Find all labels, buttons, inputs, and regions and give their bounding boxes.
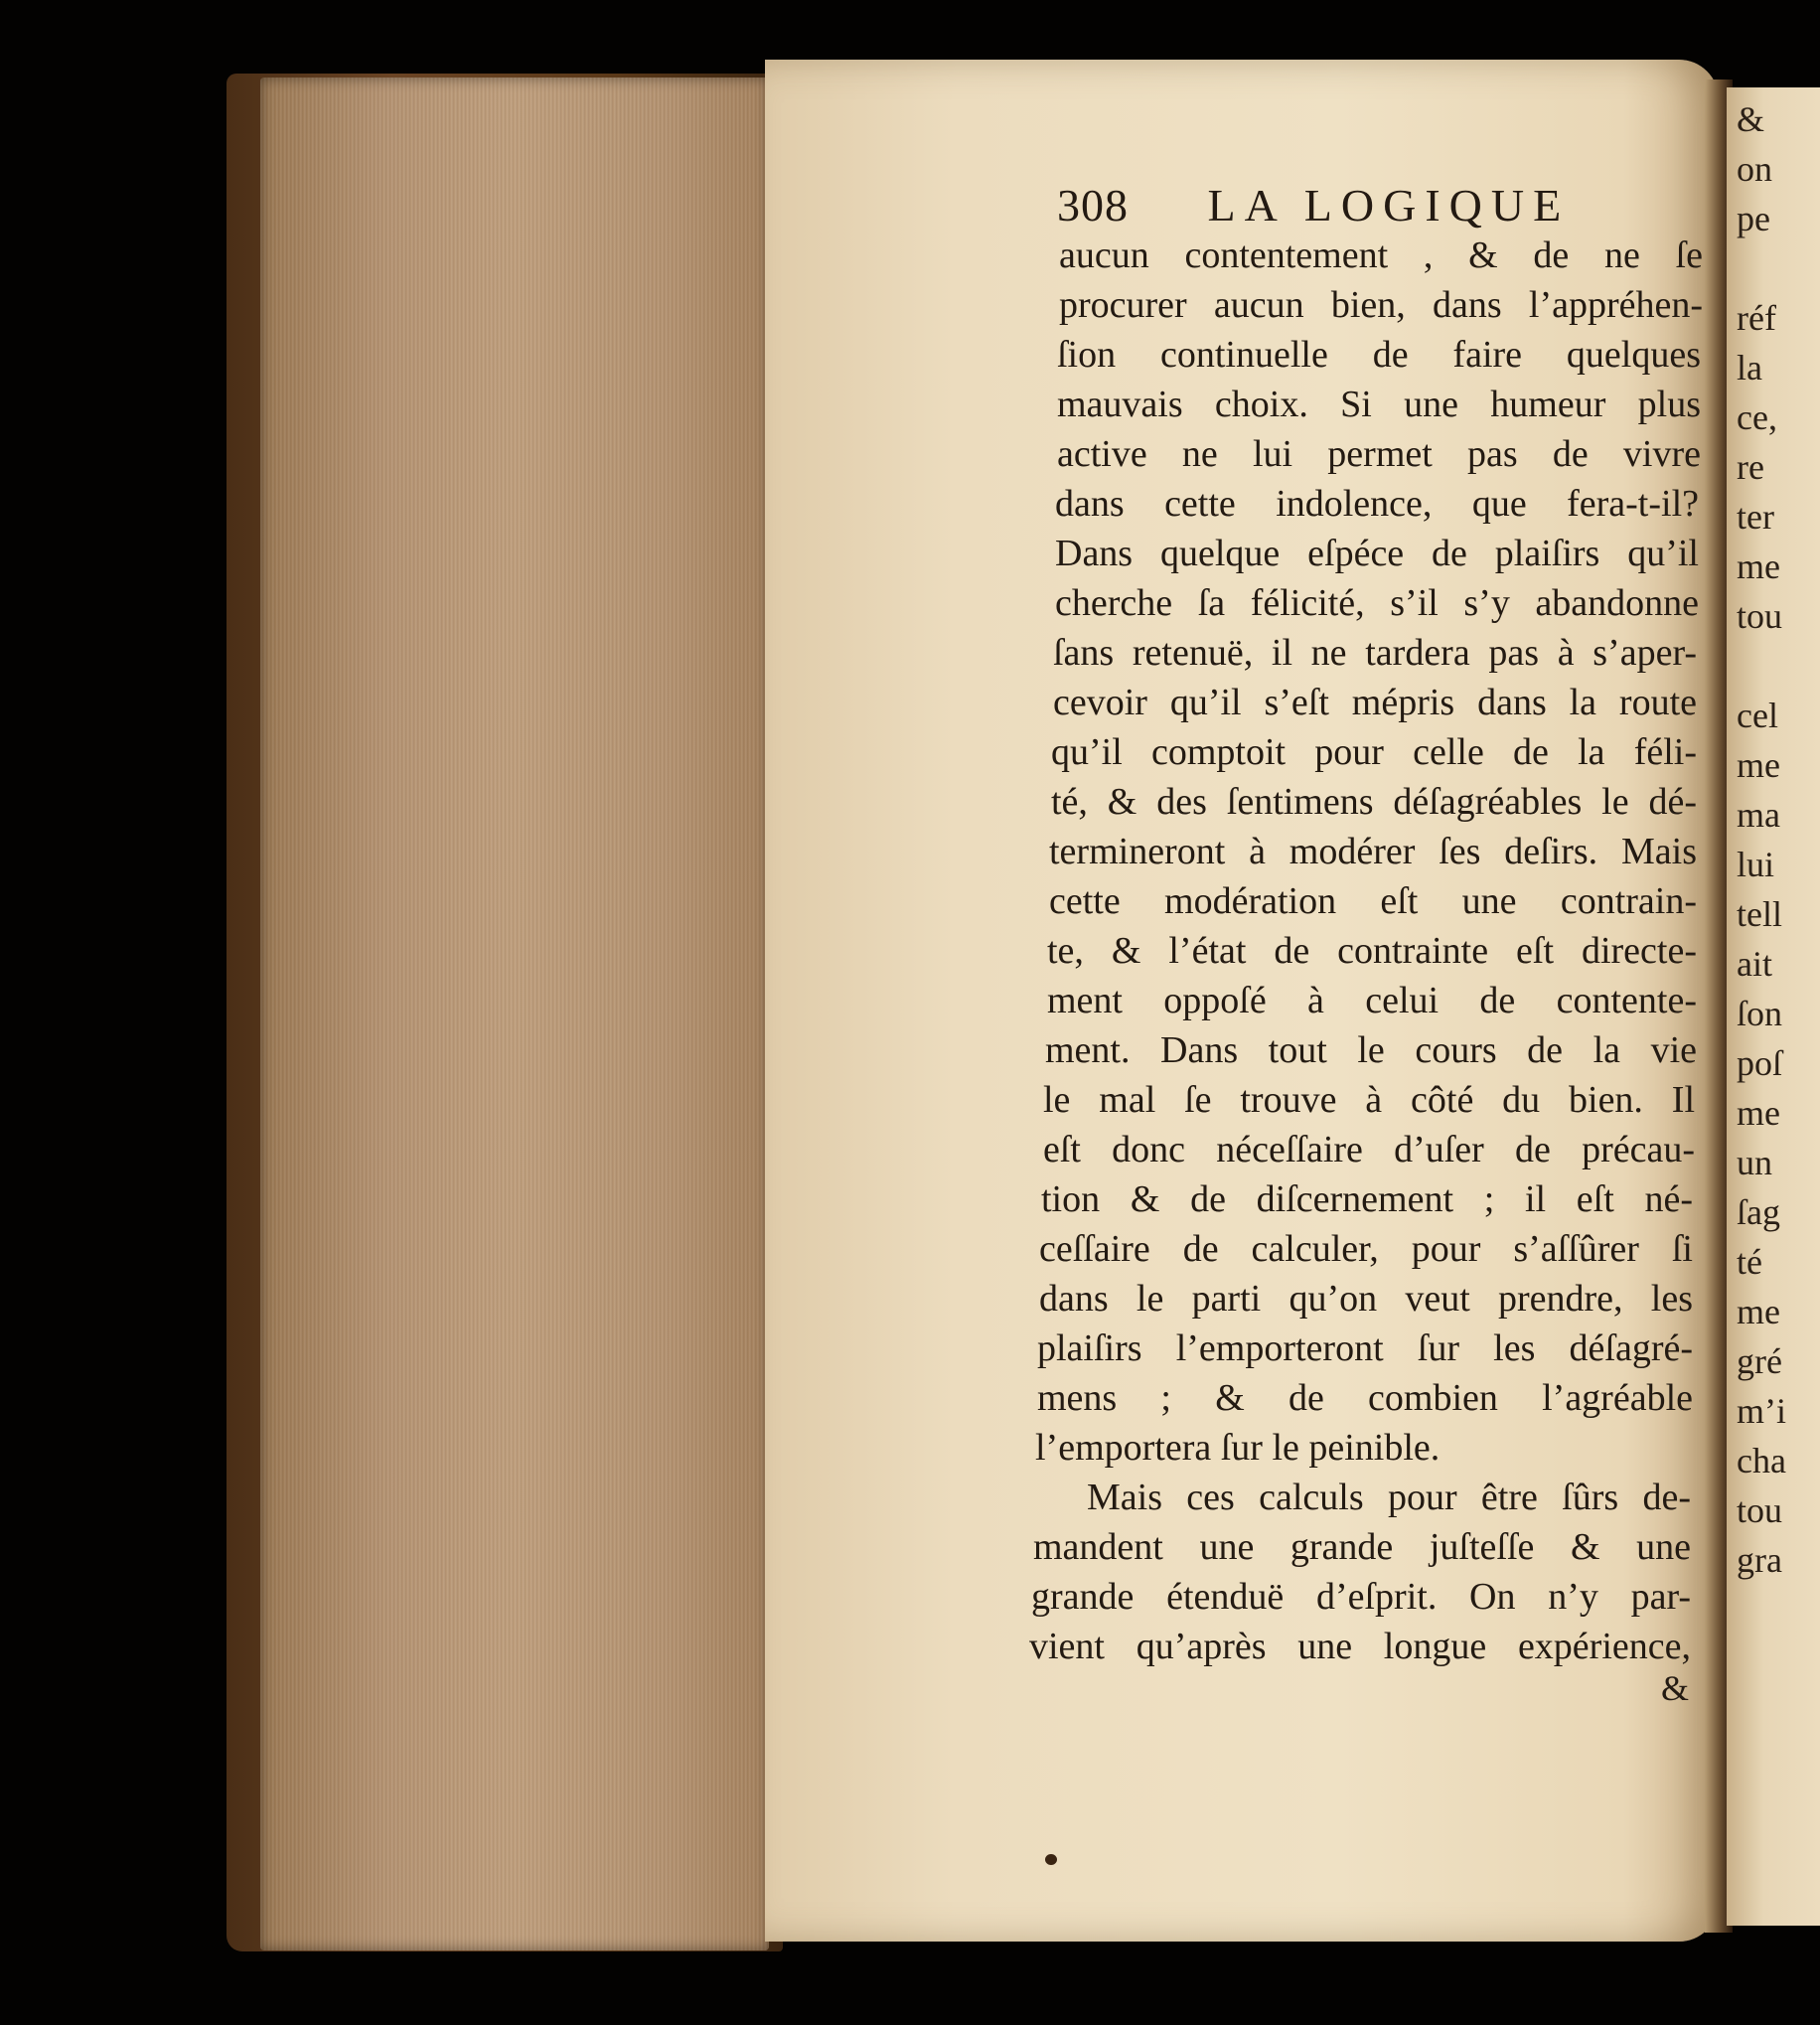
right-page-line: lui	[1737, 845, 1775, 884]
right-page-line: me	[1737, 1093, 1780, 1133]
text-line: té, & des ſentimens déſagréables le dé-	[1051, 781, 1697, 823]
text-line: dans cette indolence, que fera-t-il?	[1055, 483, 1699, 525]
text-line: mandent une grande juſteſſe & une	[1033, 1526, 1691, 1568]
text-line: l’emportera ſur le peinible.	[1035, 1427, 1441, 1469]
text-line: ment oppoſé à celui de contente-	[1047, 980, 1697, 1021]
right-page-line: me	[1737, 546, 1780, 586]
text-line: le mal ſe trouve à côté du bien. Il	[1043, 1079, 1695, 1121]
text-line-paragraph-start: Mais ces calculs pour être ſûrs de-	[1087, 1477, 1691, 1518]
right-page-line: gra	[1737, 1540, 1782, 1580]
right-page-line: poſ	[1737, 1043, 1783, 1083]
text-line: te, & l’état de contrainte eſt directe-	[1047, 930, 1697, 972]
right-page-line: la	[1737, 348, 1762, 388]
text-line: tion & de diſcernement ; il eſt né-	[1041, 1178, 1693, 1220]
text-line: aucun contentement , & de ne ſe	[1059, 234, 1703, 276]
ink-spot	[1045, 1854, 1057, 1865]
text-line: termineront à modérer ſes deſirs. Mais	[1049, 831, 1697, 872]
right-page-fragment	[1727, 87, 1820, 1926]
right-page-line: &	[1737, 99, 1765, 139]
text-line: eſt donc néceſſaire d’uſer de précau-	[1043, 1129, 1695, 1170]
right-page-line: té	[1737, 1242, 1762, 1282]
right-page-line: réf	[1737, 298, 1776, 338]
right-page-line: pe	[1737, 199, 1770, 238]
right-page-line: ma	[1737, 795, 1780, 835]
right-page-line: m’i	[1737, 1391, 1786, 1431]
right-page-line: tou	[1737, 1490, 1783, 1530]
text-line: cette modération eſt une contrain-	[1049, 880, 1697, 922]
text-line: cevoir qu’il s’eſt mépris dans la route	[1053, 682, 1697, 723]
page-header	[1057, 179, 1703, 232]
page-edges	[260, 78, 769, 1950]
page-number: 308	[1057, 180, 1129, 231]
right-page-line: ait	[1737, 944, 1772, 984]
text-line: cherche ſa félicité, s’il s’y abandonne	[1055, 582, 1699, 624]
text-line: grande étenduë d’eſprit. On n’y par-	[1031, 1576, 1691, 1618]
text-line: Dans quelque eſpéce de plaiſirs qu’il	[1055, 533, 1699, 574]
text-line: ſion continuelle de faire quelques	[1057, 334, 1701, 376]
right-page-line: tou	[1737, 596, 1783, 636]
right-page-line: ſon	[1737, 994, 1783, 1033]
text-line: ceſſaire de calculer, pour s’aſſûrer ſi	[1039, 1228, 1693, 1270]
right-page-line: gré	[1737, 1341, 1782, 1381]
right-page-line: ſag	[1737, 1192, 1780, 1232]
right-page-line: me	[1737, 1292, 1780, 1331]
right-page-line: ter	[1737, 497, 1774, 537]
right-page-line: on	[1737, 149, 1772, 189]
text-line: qu’il comptoit pour celle de la féli-	[1051, 731, 1697, 773]
text-line: active ne lui permet pas de vivre	[1057, 433, 1701, 475]
text-line: mauvais choix. Si une humeur plus	[1057, 384, 1701, 425]
right-page-line: re	[1737, 447, 1764, 487]
text-line: vient qu’après une longue expérience,	[1029, 1626, 1691, 1667]
right-page-line: un	[1737, 1143, 1772, 1182]
right-page-line: me	[1737, 745, 1780, 785]
text-line: ment. Dans tout le cours de la vie	[1045, 1029, 1697, 1071]
text-line: ſans retenuë, il ne tardera pas à s’aper-	[1053, 632, 1697, 674]
text-line: procurer aucun bien, dans l’appréhen-	[1059, 284, 1703, 326]
right-page-line: ce,	[1737, 397, 1777, 437]
running-title: LA LOGIQUE	[1207, 180, 1571, 231]
right-page-line: cha	[1737, 1441, 1786, 1480]
text-line: dans le parti qu’on veut prendre, les	[1039, 1278, 1693, 1320]
catchword: &	[1661, 1668, 1690, 1708]
right-page-line: tell	[1737, 894, 1782, 934]
text-line: mens ; & de combien l’agréable	[1037, 1377, 1693, 1419]
text-line: plaiſirs l’emporteront ſur les déſagré-	[1037, 1327, 1693, 1369]
right-page-line: cel	[1737, 696, 1778, 735]
